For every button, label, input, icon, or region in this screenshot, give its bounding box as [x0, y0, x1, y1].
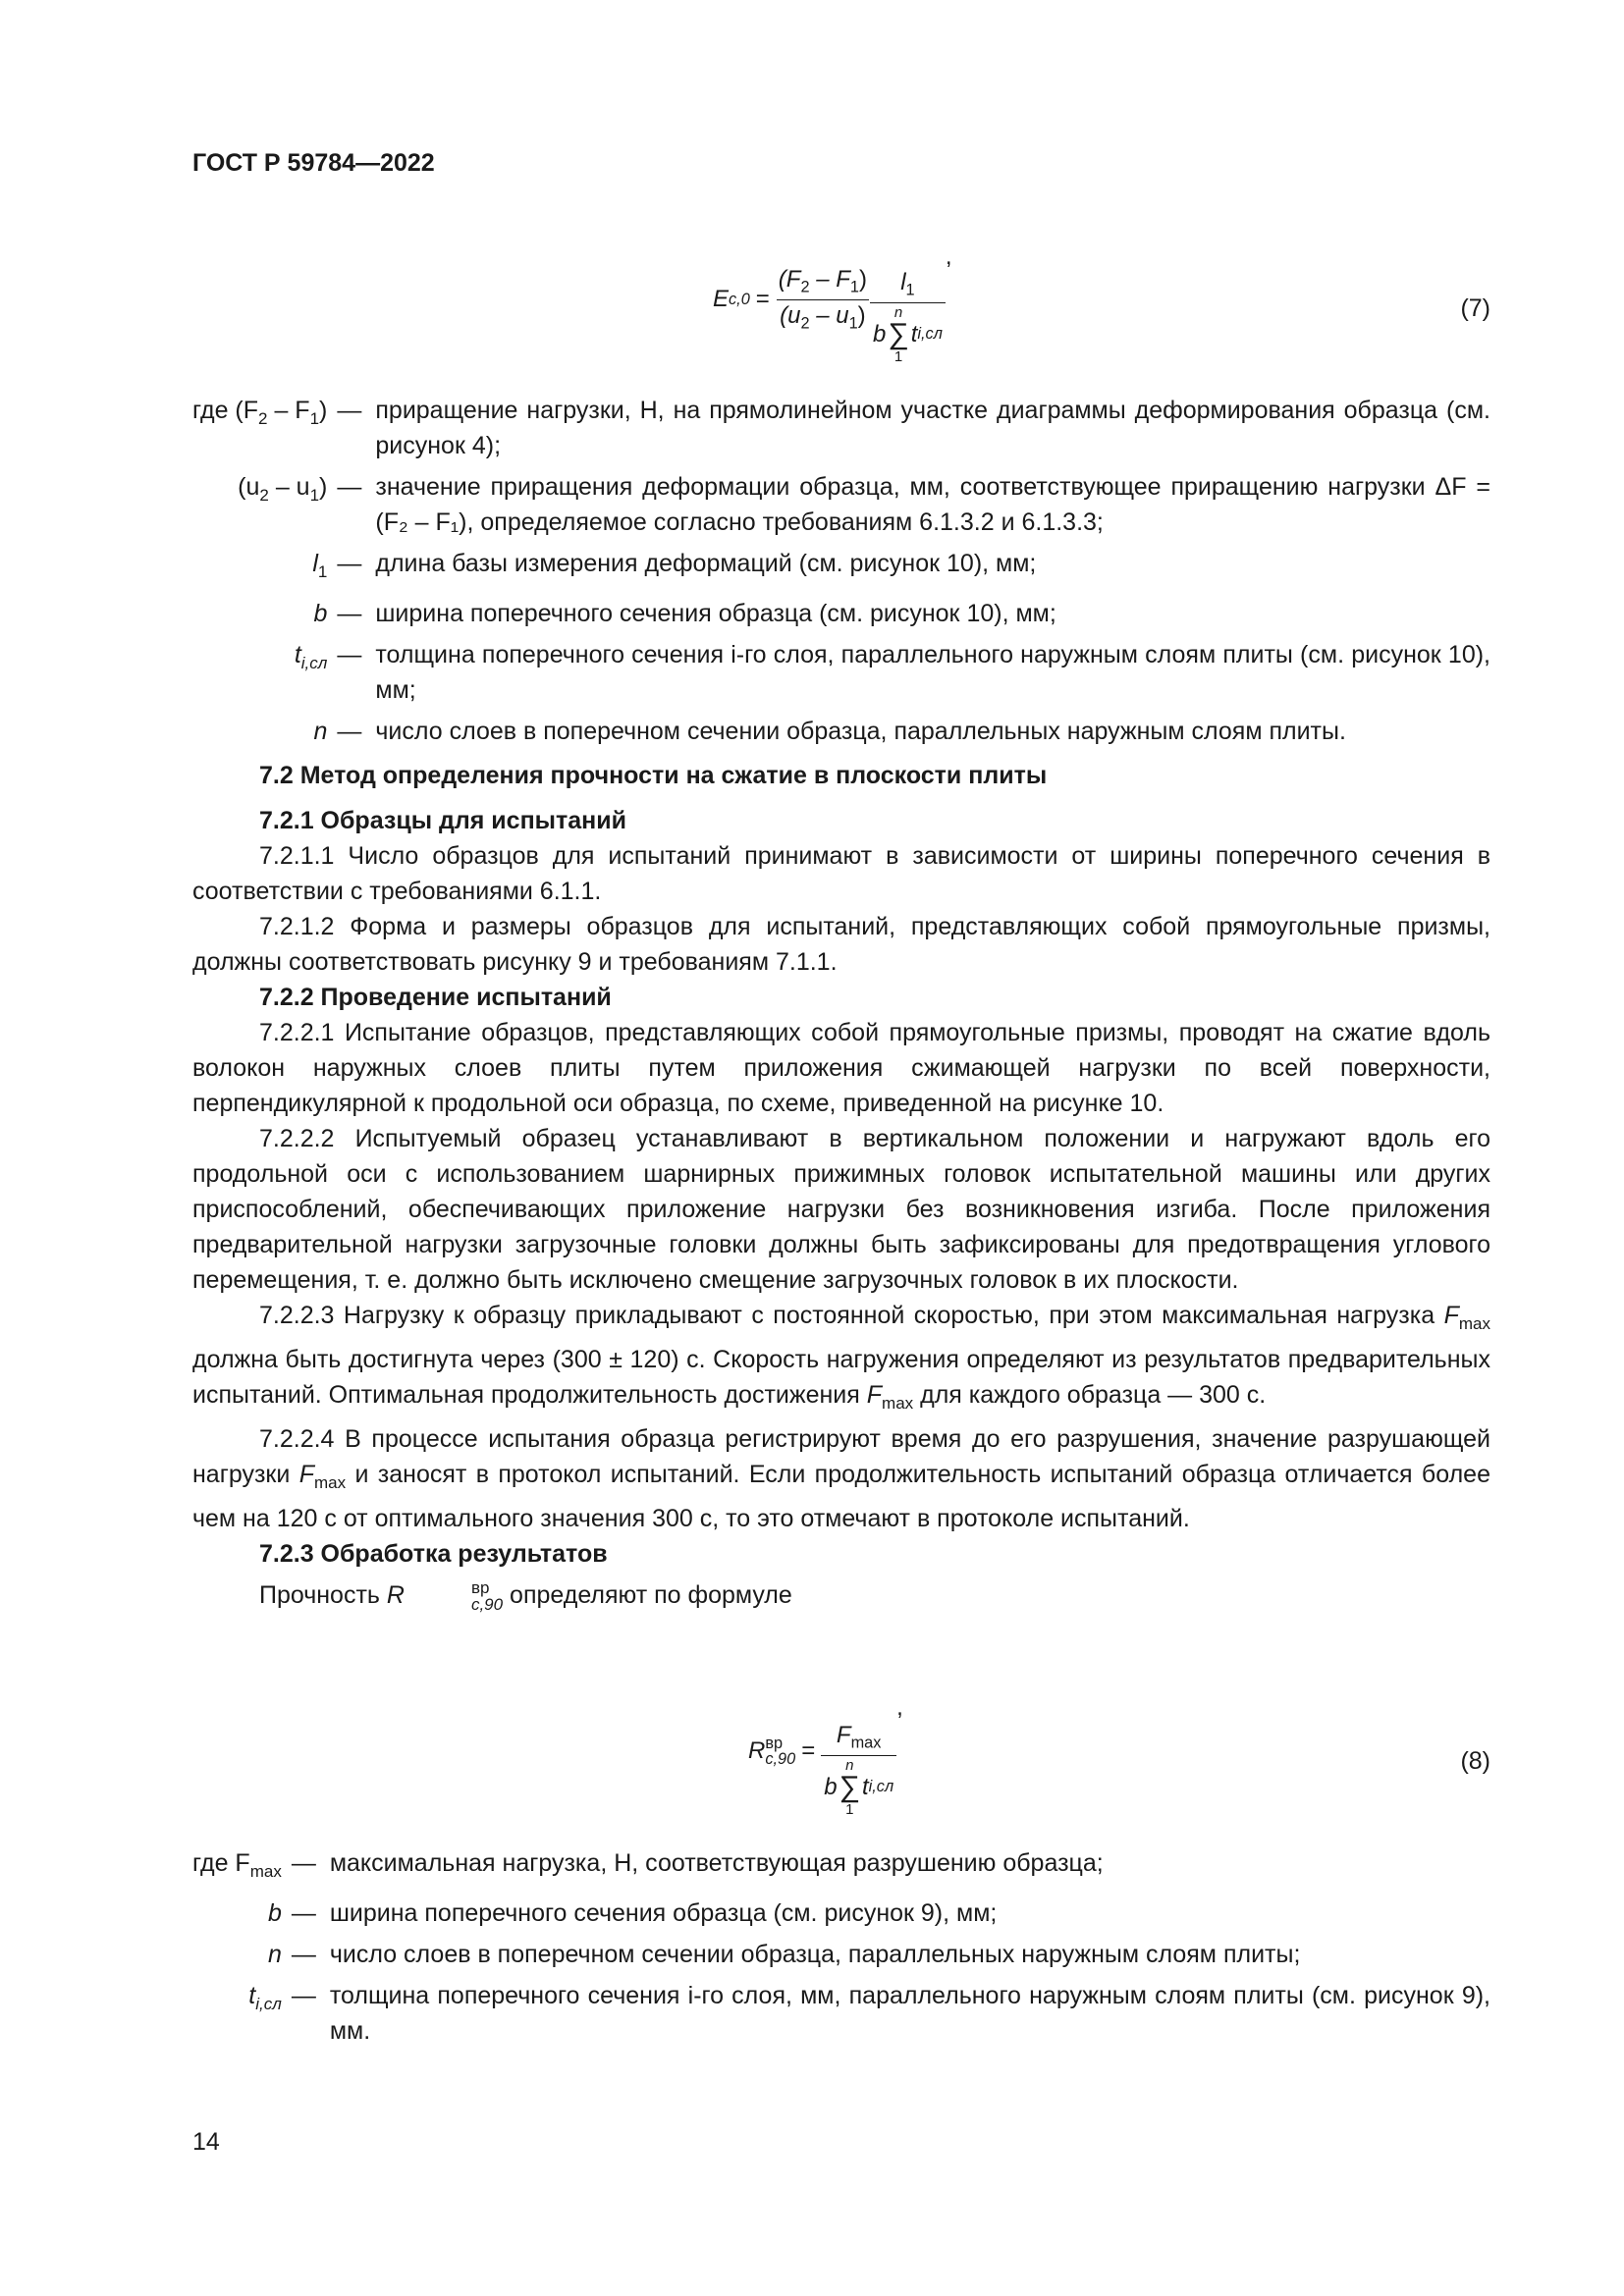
formula7-definitions	[192, 393, 1490, 755]
def7-row: где $(F_2 - F_1)$ — приращение нагрузки, Н, на прямолинейном участке диаграммы деформирования образца (см. рисунок 4);	[192, 397, 1490, 459]
paragraph-7-2-2-4: 7.2.2.4 В процессе испытания образца регистрируют время до его разрушения, значение разрушающей нагрузки $F_{max}$ и заносят в протокол испытаний. Если продолжительность испытаний образца отличается более чем на 120 с от оптимального значения 300 с, то это отмечают в протоколе испытаний.	[192, 1424, 1490, 1532]
def7-row: $t_{i,сл}$ — толщина поперечного сечения i-го слоя, параллельного наружным слоям плиты (см. рисунок 10), мм;	[294, 640, 1490, 704]
formula-8: R вр c,90 = $F_{max}$ b n ∑ 1 t i,сл ,	[748, 1694, 903, 1818]
paragraph-7-2-2-2: 7.2.2.2 Испытуемый образец устанавливают в вертикальном положении и нагружают вдоль его продольной оси с использованием шарнирных прижимных головок испытательной машины или других приспособлений, обеспечивающих приложение нагрузки без возникновения изгиба. После приложения предварительной нагрузки загрузочные головки должны быть зафиксированы для предотвращения углового перемещения, т. е. должно быть исключено смещение загрузочных головок в их плоскости.	[192, 1125, 1490, 1294]
def7-row: b — ширина поперечного сечения образца (см. рисунок 10), мм;	[313, 599, 1056, 627]
heading-7-2: 7.2 Метод определения прочности на сжатие в плоскости плиты	[259, 762, 1048, 789]
section-7-2	[192, 758, 1490, 1613]
heading-7-2-2: 7.2.2 Проведение испытаний	[259, 984, 612, 1011]
formula8-definitions	[192, 1845, 1490, 2055]
paragraph-7-2-2-3: 7.2.2.3 Нагрузку к образцу прикладывают с постоянной скоростью, при этом максимальная нагрузка $F_{max}$ должна быть достигнута через (300 ± 120) с. Скорость нагружения определяют из результатов предварительных испытаний. Оптимальная продолжительность достижения $F_{max}$ для каждого образца — 300 с.	[192, 1302, 1490, 1413]
document-header: ГОСТ Р 59784—2022	[192, 149, 435, 177]
page-number: 14	[192, 2128, 220, 2156]
formula7-fraction-2: $l_1$ b n ∑ 1 t i,сл	[870, 269, 946, 364]
paragraph-7-2-1-2: 7.2.1.2 Форма и размеры образцов для испытаний, представляющих собой прямоугольные призмы, должны соответствовать рисунку 9 и требованиям 7.1.1.	[192, 913, 1490, 976]
def8-row: $t_{i,сл}$ — толщина поперечного сечения i-го слоя, мм, параллельного наружным слоям плиты (см. рисунок 9), мм.	[248, 1981, 1490, 2045]
paragraph-7-2-2-1: 7.2.2.1 Испытание образцов, представляющих собой прямоугольные призмы, проводят на сжатие вдоль волокон наружных слоев плиты путем приложения сжимающей нагрузки по всей поверхности, перпендикулярной к продольной оси образца, по схеме, приведенной на рисунке 10.	[192, 1019, 1490, 1117]
def8-row: b — ширина поперечного сечения образца (см. рисунок 9), мм;	[267, 1898, 998, 1927]
formula7-sum: n ∑ 1	[888, 303, 909, 365]
def7-row: $l_1$ — длина базы измерения деформаций (см. рисунок 10), мм;	[312, 550, 1037, 581]
formula7-E: E	[713, 286, 730, 313]
formula8-fraction: $F_{max}$ b n ∑ 1 t i,сл	[821, 1722, 896, 1817]
formula7-fraction-1: $\frac{(F_2 - F_1)}{(u_2 - u_1)}$	[778, 266, 867, 333]
formula8-sum: n ∑ 1	[839, 1756, 860, 1818]
paragraph-7-2-1-1: 7.2.1.1 Число образцов для испытаний принимают в зависимости от ширины поперечного сечения в соответствии с требованиями 6.1.1.	[192, 842, 1490, 905]
equation-number-8: (8)	[1460, 1747, 1490, 1775]
paragraph-7-2-3: Прочность R вр c,90 определяют по формуле	[259, 1578, 792, 1615]
def8-row: где $F_{max}$ — максимальная нагрузка, Н, соответствующая разрушению образца;	[192, 1849, 1104, 1881]
formula-7: E c,0 = $\frac{(F_2 - F_1)}{(u_2 - u_1)}$ $l_1$ b n ∑ 1 t i,сл ,	[713, 243, 952, 365]
def7-row: n — число слоев в поперечном сечении образца, параллельных наружным слоям плиты.	[313, 717, 1346, 745]
heading-7-2-3: 7.2.3 Обработка результатов	[259, 1539, 608, 1568]
def8-row: n — число слоев в поперечном сечении образца, параллельных наружным слоям плиты;	[267, 1940, 1301, 1968]
heading-7-2-1: 7.2.1 Образцы для испытаний	[259, 807, 626, 834]
equation-number-7: (7)	[1460, 294, 1490, 322]
def7-row: $(u_2 - u_1)$ — значение приращения деформации образца, мм, соответствующее приращению нагрузки ΔF = (F₂ – F₁), определяемое согласно требованиям 6.1.3.2 и 6.1.3.3;	[238, 473, 1490, 536]
